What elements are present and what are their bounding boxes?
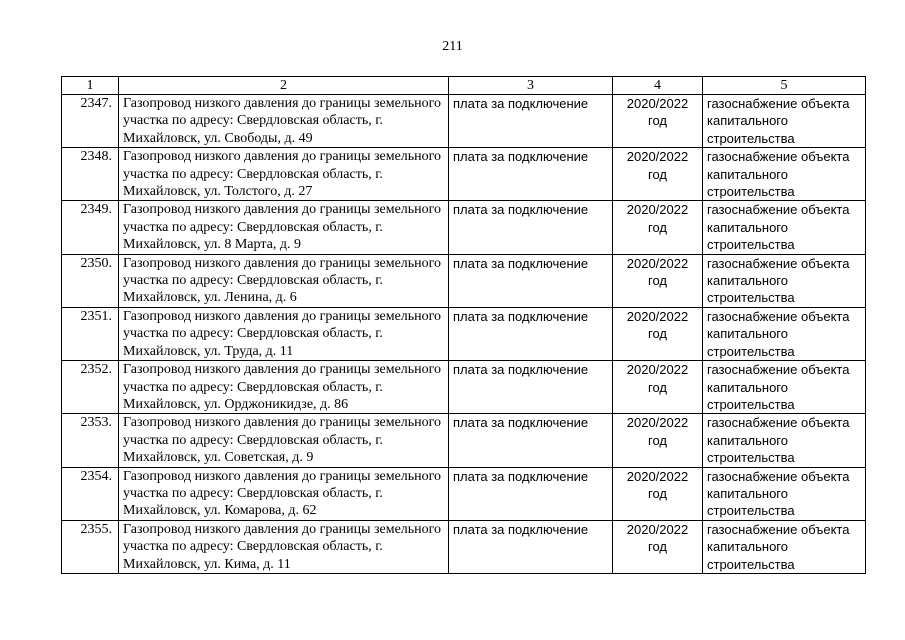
funding-source: плата за подключение [449, 307, 613, 360]
purpose: газоснабжение объекта капитального строительства [703, 148, 866, 201]
table-row [62, 201, 866, 254]
period: 2020/2022 год [613, 361, 703, 414]
object-name: Газопровод низкого давления до границы земельного участка по адресу: Свердловская область, г. Михайловск, ул. Толстого, д. 27 [119, 148, 449, 201]
table-row [62, 361, 866, 414]
header-cell-4: 4 [613, 77, 703, 95]
period: 2020/2022 год [613, 201, 703, 254]
object-name: Газопровод низкого давления до границы земельного участка по адресу: Свердловская область, г. Михайловск, ул. Орджоникидзе, д. 86 [119, 361, 449, 414]
header-cell-5: 5 [703, 77, 866, 95]
row-number: 2347. [62, 95, 119, 148]
row-number: 2350. [62, 254, 119, 307]
purpose: газоснабжение объекта капитального строительства [703, 201, 866, 254]
purpose: газоснабжение объекта капитального строительства [703, 414, 866, 467]
purpose: газоснабжение объекта капитального строительства [703, 95, 866, 148]
row-number: 2354. [62, 467, 119, 520]
table-row [62, 467, 866, 520]
object-name: Газопровод низкого давления до границы земельного участка по адресу: Свердловская область, г. Михайловск, ул. Ленина, д. 6 [119, 254, 449, 307]
header-cell-1: 1 [62, 77, 119, 95]
data-table [61, 76, 866, 574]
row-number: 2351. [62, 307, 119, 360]
header-cell-2: 2 [119, 77, 449, 95]
table-row [62, 307, 866, 360]
period: 2020/2022 год [613, 467, 703, 520]
purpose: газоснабжение объекта капитального строительства [703, 361, 866, 414]
funding-source: плата за подключение [449, 201, 613, 254]
funding-source: плата за подключение [449, 148, 613, 201]
header-cell-3: 3 [449, 77, 613, 95]
table-row [62, 254, 866, 307]
funding-source: плата за подключение [449, 254, 613, 307]
object-name: Газопровод низкого давления до границы земельного участка по адресу: Свердловская область, г. Михайловск, ул. 8 Марта, д. 9 [119, 201, 449, 254]
object-name: Газопровод низкого давления до границы земельного участка по адресу: Свердловская область, г. Михайловск, ул. Комарова, д. 62 [119, 467, 449, 520]
funding-source: плата за подключение [449, 467, 613, 520]
purpose: газоснабжение объекта капитального строительства [703, 467, 866, 520]
page-number: 211 [442, 39, 463, 54]
object-name: Газопровод низкого давления до границы земельного участка по адресу: Свердловская область, г. Михайловск, ул. Труда, д. 11 [119, 307, 449, 360]
period: 2020/2022 год [613, 307, 703, 360]
table-row [62, 414, 866, 467]
period: 2020/2022 год [613, 148, 703, 201]
purpose: газоснабжение объекта капитального строительства [703, 520, 866, 573]
row-number: 2355. [62, 520, 119, 573]
funding-source: плата за подключение [449, 414, 613, 467]
funding-source: плата за подключение [449, 95, 613, 148]
purpose: газоснабжение объекта капитального строительства [703, 307, 866, 360]
table-row [62, 95, 866, 148]
period: 2020/2022 год [613, 520, 703, 573]
funding-source: плата за подключение [449, 361, 613, 414]
header-row [62, 77, 866, 95]
object-name: Газопровод низкого давления до границы земельного участка по адресу: Свердловская область, г. Михайловск, ул. Кима, д. 11 [119, 520, 449, 573]
table-row [62, 148, 866, 201]
table-row [62, 520, 866, 573]
period: 2020/2022 год [613, 95, 703, 148]
period: 2020/2022 год [613, 414, 703, 467]
funding-source: плата за подключение [449, 520, 613, 573]
row-number: 2353. [62, 414, 119, 467]
object-name: Газопровод низкого давления до границы земельного участка по адресу: Свердловская область, г. Михайловск, ул. Свободы, д. 49 [119, 95, 449, 148]
row-number: 2348. [62, 148, 119, 201]
row-number: 2352. [62, 361, 119, 414]
row-number: 2349. [62, 201, 119, 254]
object-name: Газопровод низкого давления до границы земельного участка по адресу: Свердловская область, г. Михайловск, ул. Советская, д. 9 [119, 414, 449, 467]
period: 2020/2022 год [613, 254, 703, 307]
purpose: газоснабжение объекта капитального строительства [703, 254, 866, 307]
